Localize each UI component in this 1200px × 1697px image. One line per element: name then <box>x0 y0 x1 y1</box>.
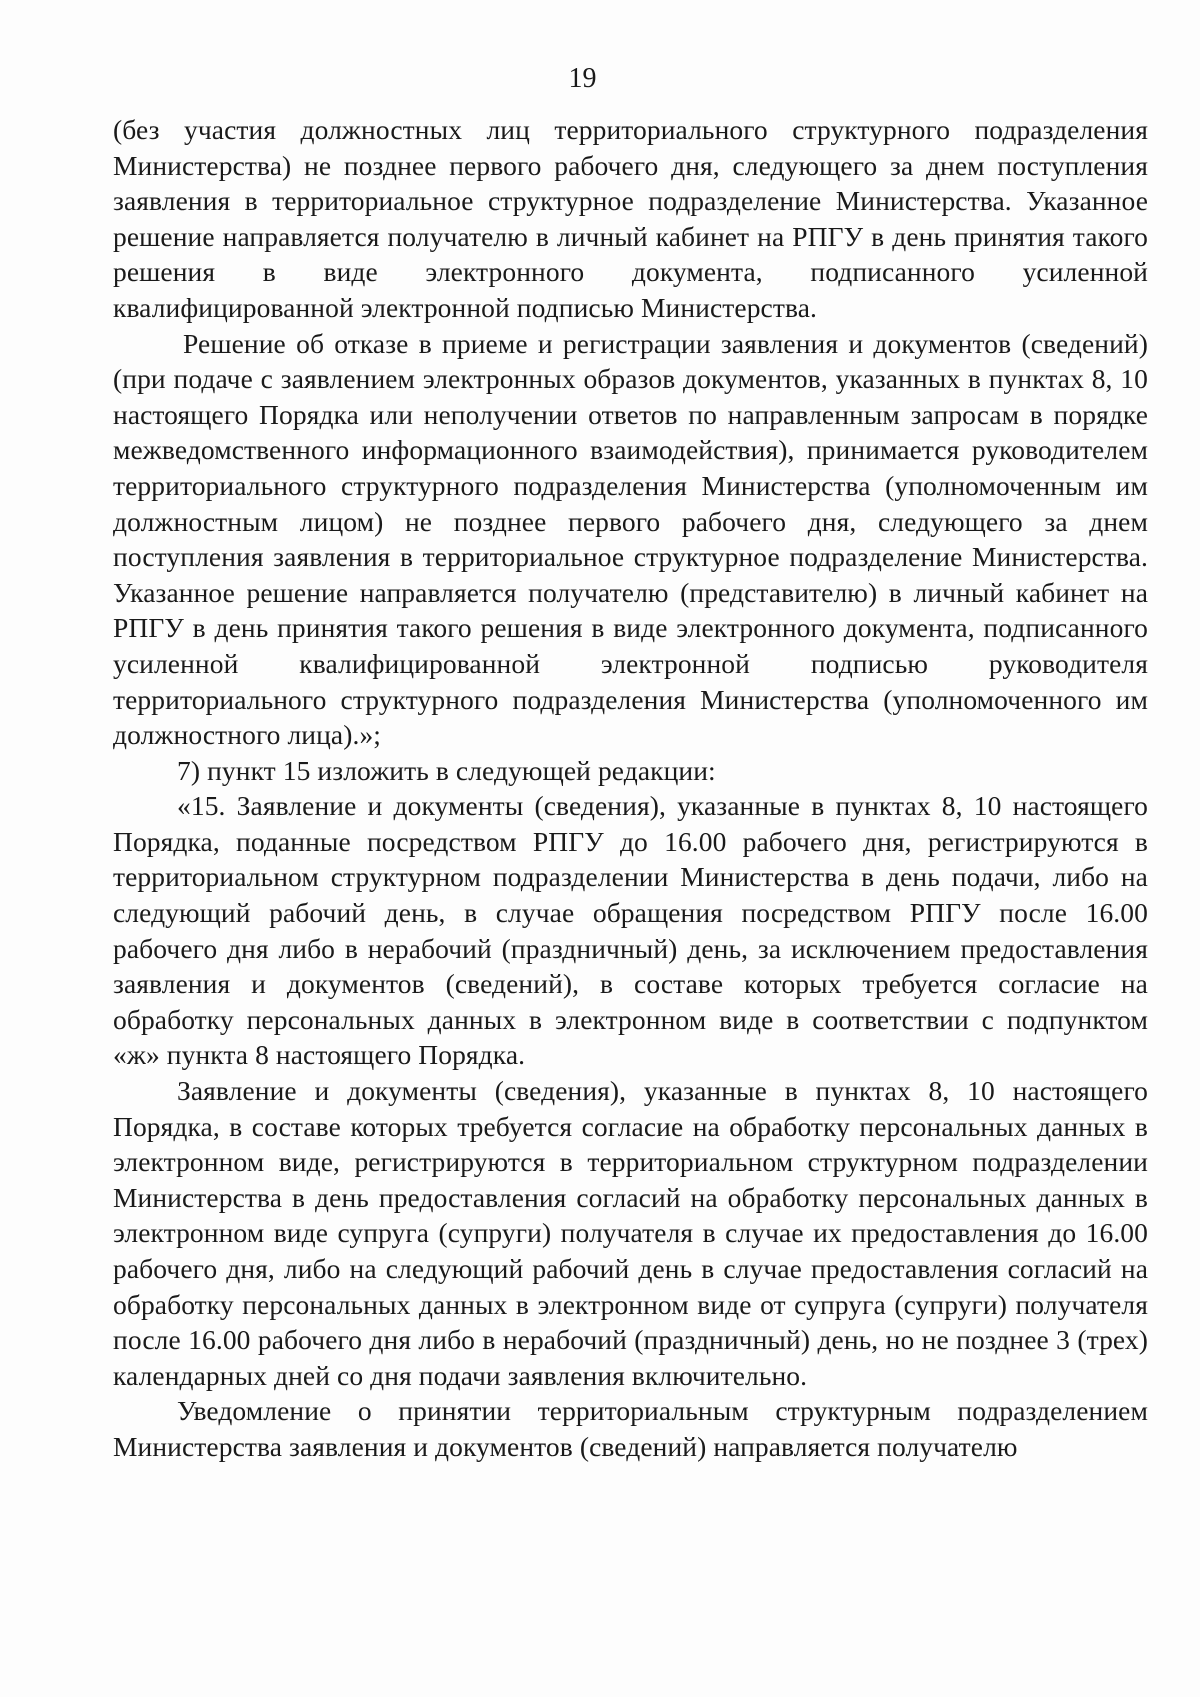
document-body <box>113 112 1148 1465</box>
paragraph-consent-registration: Заявление и документы (сведения), указанные в пунктах 8, 10 настоящего Порядка, в составе которых требуется согласие на обработку персональных данных в электронном виде, регистрируются в территориальном структурном подразделении Министерства в день предоставления согласий на обработку персональных данных в электронном виде супруга (супруги) получателя в случае их предоставления до 16.00 рабочего дня, либо на следующий рабочий день в случае предоставления согласий на обработку персональных данных в электронном виде от супруга (супруги) получателя после 16.00 рабочего дня либо в нерабочий (праздничный) день, но не позднее 3 (трех) календарных дней со дня подачи заявления включительно. <box>113 1075 1148 1391</box>
paragraph-clause-15: «15. Заявление и документы (сведения), указанные в пунктах 8, 10 настоящего Порядка, поданные посредством РПГУ до 16.00 рабочего дня, регистрируются в территориальном структурном подразделении Министерства в день подачи, либо на следующий рабочий день, в случае обращения посредством РПГУ после 16.00 рабочего дня либо в нерабочий (праздничный) день, за исключением предоставления заявления и документов (сведений), в составе которых требуется согласие на обработку персональных данных в электронном виде в соответствии с подпунктом «ж» пункта 8 настоящего Порядка. <box>113 790 1148 1071</box>
paragraph-notification: Уведомление о принятии территориальным структурным подразделением Министерства заявления и документов (сведений) направляется получателю <box>113 1395 1148 1462</box>
paragraph-continuation: (без участия должностных лиц территориального структурного подразделения Министерства) не позднее первого рабочего дня, следующего за днем поступления заявления в территориальное структурное подразделение Министерства. Указанное решение направляется получателю в личный кабинет на РПГУ в день принятия такого решения в виде электронного документа, подписанного усиленной квалифицированной электронной подписью Министерства. <box>113 114 1148 323</box>
paragraph-refusal-decision: Решение об отказе в приеме и регистрации заявления и документов (сведений) (при подаче с заявлением электронных образов документов, указанных в пунктах 8, 10 настоящего Порядка или неполучении ответов по направленным запросам в порядке межведомственного информационного взаимодействия), принимается руководителем территориального структурного подразделения Министерства (уполномоченным им должностным лицом) не позднее первого рабочего дня, следующего за днем поступления заявления в территориальное структурное подразделение Министерства. Указанное решение направляется получателю (представителю) в личный кабинет на РПГУ в день принятия такого решения в виде электронного документа, подписанного усиленной квалифицированной электронной подписью руководителя территориального структурного подразделения Министерства (уполномоченного им должностного лица).»; <box>113 327 1148 751</box>
page-number: 19 <box>568 63 597 94</box>
paragraph-item-7: 7) пункт 15 изложить в следующей редакции: <box>177 754 716 786</box>
